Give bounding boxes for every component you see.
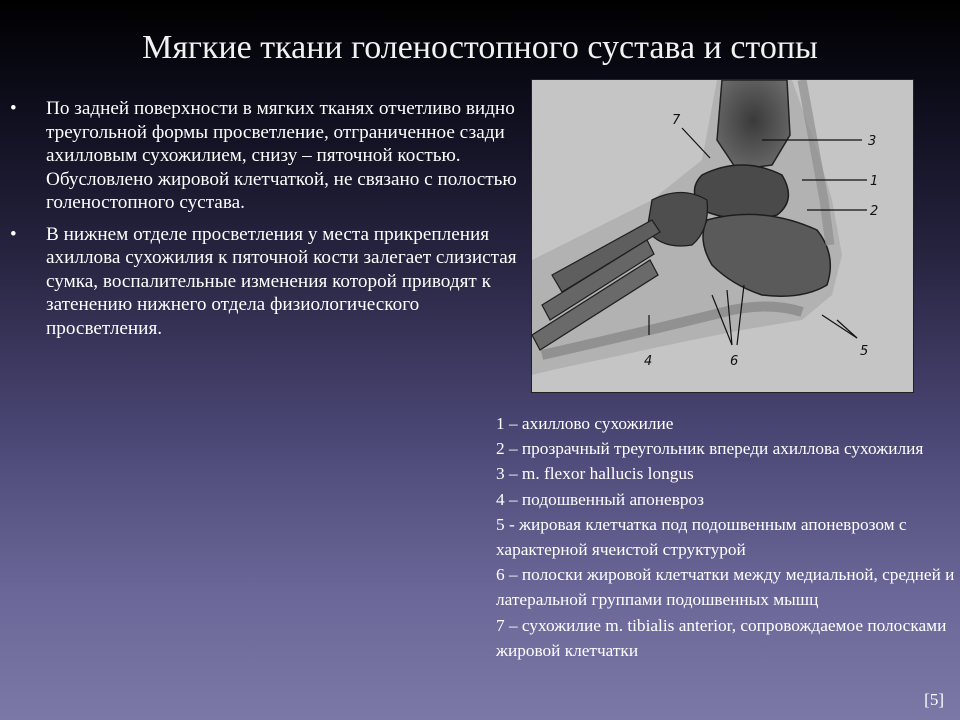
slide-title: Мягкие ткани голеностопного сустава и стопы [142,29,818,66]
legend-item: 4 – подошвенный апоневроз [496,489,704,509]
figure-legend [496,411,956,663]
legend-item: 2 – прозрачный треугольник впереди ахиллова сухожилия [496,439,924,459]
figure-label-1: 1 [870,174,879,189]
figure-label-2: 2 [870,204,879,219]
legend-item: 5 - жировая клетчатка под подошвенным апоневрозом с характерной ячеистой структурой [496,514,907,560]
figure-label-4: 4 [644,354,653,369]
bullet-list [10,97,520,348]
figure-label-7: 7 [672,113,681,128]
bullet-item [10,97,520,215]
bullet-text: По задней поверхности в мягких тканях отчетливо видно треугольной формы просветление, отграниченное сзади ахилловым сухожилием, снизу – пяточной костью. Обусловлено жировой клетчаткой, не связано с полостью голеностопного сустава. [46,98,517,213]
citation: [5] [924,690,944,709]
legend-item: 6 – полоски жировой клетчатки между медиальной, средней и латеральной группами подошвенных мышц [496,565,955,610]
bullet-item [10,223,520,341]
ankle-xray-image [532,80,913,392]
bullet-dot-icon: • [10,98,17,119]
legend-item: 3 – m. flexor hallucis longus [496,464,694,484]
figure-label-6: 6 [730,354,739,369]
bullet-dot-icon: • [10,223,17,245]
figure-label-3: 3 [868,134,877,149]
legend-item: 7 – сухожилие m. tibialis anterior, сопровождаемое полосками жировой клетчатки [496,615,947,660]
bullet-text: В нижнем отделе просветления у места прикрепления ахиллова сухожилия к пяточной кости залегает слизистая сумка, воспалительные изменения которой приводят к затенению нижнего отдела физиологического просветления. [46,223,517,339]
legend-item: 1 – ахиллово сухожилие [496,414,674,433]
ankle-xray-figure [531,79,914,393]
figure-label-5: 5 [860,344,869,359]
